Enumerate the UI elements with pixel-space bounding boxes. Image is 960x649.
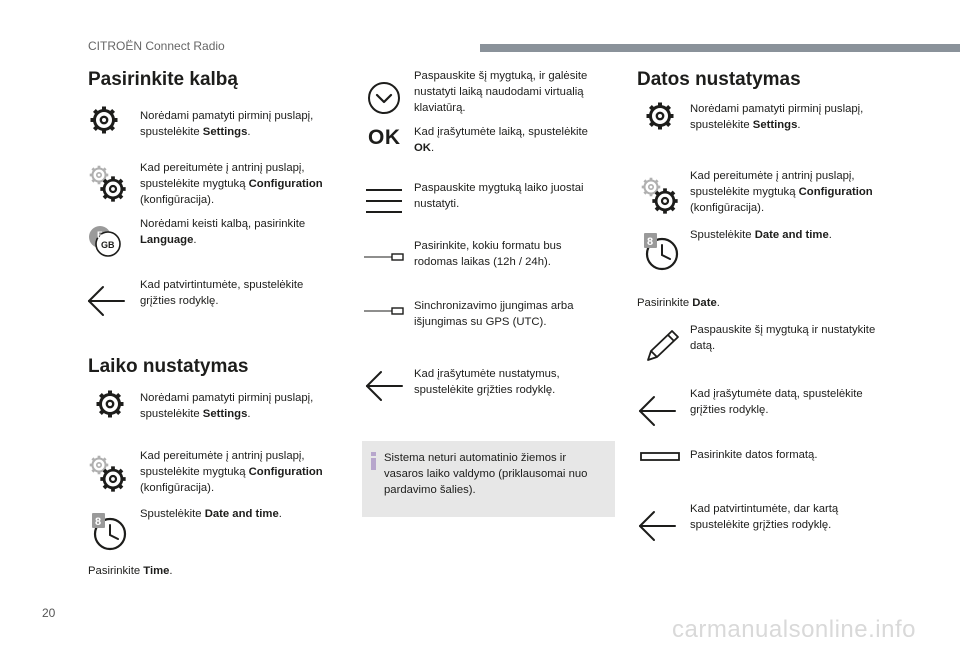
date-heading: Datos nustatymas [637,69,801,90]
header-title: CITROËN Connect Radio [88,39,225,53]
clock-badge: 8 [95,516,102,528]
menu-icon [365,186,403,216]
info-icon [371,452,377,470]
middle-step-2: Kad įrašytumėte laiką, spustelėkite OK. [414,126,588,154]
gear-icon [88,104,120,136]
date-step-3: Spustelėkite Date and time. [690,229,832,241]
back-arrow-icon [86,283,126,319]
time-step-1: Norėdami pamatyti pirminį puslapį, spustelėkite Settings. [140,392,314,420]
language-step-1: Norėdami pamatyti pirminį puslapį, spustelėkite Settings. [140,110,314,138]
date-after-1: Paspauskite šį mygtuką ir nustatykite datą. [690,324,876,352]
time-step-3: Spustelėkite Date and time. [140,508,282,520]
date-step-2: Kad pereitumėte į antrinį puslapį, spustelėkite mygtuką Configuration (konfigūracija). [690,170,873,214]
clock-badge: 8 [647,236,654,248]
middle-step-6: Kad įrašytumėte nustatymus, spustelėkite grįžties rodyklę. [414,368,560,396]
time-heading: Laiko nustatymas [88,356,249,377]
middle-step-1: Paspauskite šį mygtuką, ir galėsite nustatyti laiką naudodami virtualią klaviatūrą. [414,70,588,114]
date-after-3: Pasirinkite datos formatą. [690,449,818,461]
flag-letter-f: F [97,230,103,240]
gear-icon [644,100,676,132]
time-step-2: Kad pereitumėte į antrinį puslapį, spustelėkite mygtuką Configuration (konfigūracija). [140,450,323,494]
middle-step-4: Pasirinkite, kokiu formatu bus rodomas laikas (12h / 24h). [414,240,562,268]
double-gear-icon [88,454,128,494]
watermark: carmanualsonline.info [672,616,916,643]
date-after-2: Kad įrašytumėte datą, spustelėkite grįžties rodyklę. [690,388,863,416]
chevron-down-icon [366,80,402,116]
date-step-1: Norėdami pamatyti pirminį puslapį, spustelėkite Settings. [690,103,864,131]
toggle-line-icon [364,252,404,262]
info-box [362,441,615,517]
language-flag-icon [88,224,124,260]
time-select: Pasirinkite Time. [88,565,173,577]
double-gear-icon [640,176,680,216]
double-gear-icon [88,164,128,204]
language-heading: Pasirinkite kalbą [88,69,238,90]
header-bar [480,44,960,52]
back-arrow-icon [364,368,404,404]
back-arrow-icon [637,508,677,544]
page-number: 20 [42,606,56,620]
date-after-4: Kad patvirtintumėte, dar kartą spustelėkite grįžties rodyklę. [690,503,839,531]
language-step-2: Kad pereitumėte į antrinį puslapį, spustelėkite mygtuką Configuration (konfigūracija). [140,162,323,206]
info-text: Sistema neturi automatinio žiemos ir vasaros laiko valdymo (priklausomai nuo pardavimo šalies). [384,452,588,496]
clock-icon [640,230,682,272]
clock-icon [88,510,130,552]
rectangle-icon [640,452,680,462]
flag-letter-gb: GB [101,240,115,250]
date-select: Pasirinkite Date. [637,297,720,309]
back-arrow-icon [637,393,677,429]
language-step-3: Norėdami keisti kalbą, pasirinkite Language. [140,218,306,246]
language-step-4: Kad patvirtintumėte, spustelėkite grįžties rodyklę. [140,279,304,307]
middle-step-3: Paspauskite mygtuką laiko juostai nustatyti. [414,182,584,210]
toggle-line-icon [364,306,404,316]
middle-step-5: Sinchronizavimo įjungimas arba išjungimas su GPS (UTC). [414,300,574,328]
pencil-icon [644,329,680,363]
ok-icon: OK [368,126,401,149]
gear-icon [94,388,126,420]
